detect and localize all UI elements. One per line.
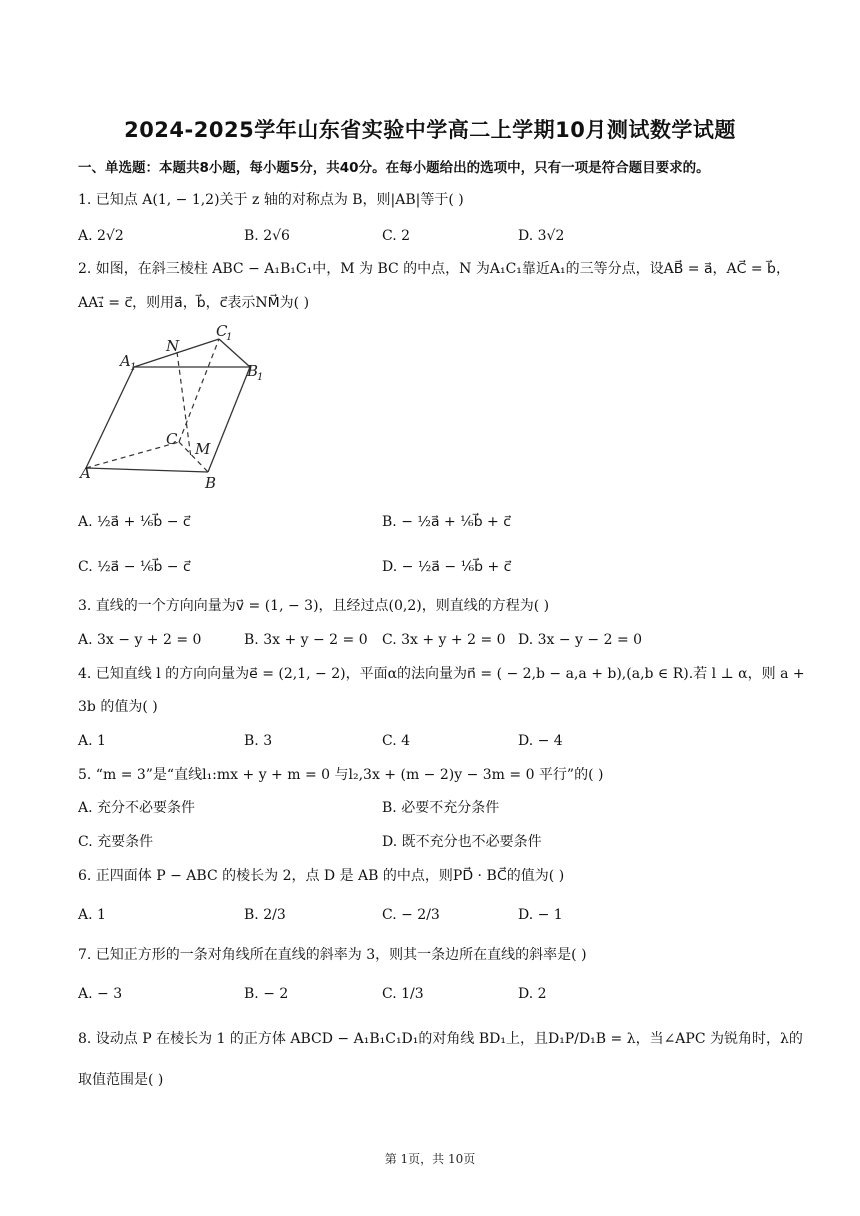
q3-option-b[interactable]: B. 3x + y − 2 = 0 [244,632,368,648]
question-4-stem-line1: 4. 已知直线 l 的方向向量为e⃗ = (2,1, − 2)，平面α的法向量为n⃗ = ( − 2,b − a,a + b),(a,b ∈ R).若 l ⊥ α，则 a + [78,666,805,682]
q1-option-a[interactable]: A. 2√2 [78,228,124,244]
q6-option-c[interactable]: C. − 2/3 [382,907,440,923]
label-c1-sub: 1 [226,332,233,343]
q3-option-a[interactable]: A. 3x − y + 2 = 0 [78,632,202,648]
question-6-stem: 6. 正四面体 P − ABC 的棱长为 2，点 D 是 AB 的中点，则PD⃗ · BC⃗的值为( ) [78,868,565,884]
q5-option-a[interactable]: A. 充分不必要条件 [78,800,196,816]
label-a: A [80,464,91,482]
question-3-stem: 3. 直线的一个方向向量为v⃗ = (1, − 3)，且经过点(0,2)，则直线的方程为( ) [78,598,550,614]
q7-option-d[interactable]: D. 2 [518,986,547,1002]
label-c1: C [216,322,228,340]
q1-option-d[interactable]: D. 3√2 [518,228,565,244]
q1-option-b[interactable]: B. 2√6 [244,228,290,244]
q3-option-c[interactable]: C. 3x + y + 2 = 0 [382,632,506,648]
question-8-stem-line1: 8. 设动点 P 在棱长为 1 的正方体 ABCD − A₁B₁C₁D₁的对角线 BD₁上，且D₁P/D₁B = λ，当∠APC 为锐角时，λ的 [78,1031,803,1047]
q4-option-a[interactable]: A. 1 [78,733,106,749]
q7-option-a[interactable]: A. − 3 [78,986,123,1002]
question-2-stem-line2: AA₁⃗ = c⃗，则用a⃗，b⃗，c⃗表示NM⃗为( ) [78,295,310,311]
q4-option-d[interactable]: D. − 4 [518,733,563,749]
q5-option-b[interactable]: B. 必要不充分条件 [382,800,500,816]
label-a1: A [120,352,131,370]
label-m: M [195,440,211,458]
question-8-stem-line2: 取值范围是( ) [78,1072,164,1088]
question-2-stem-line1: 2. 如图，在斜三棱柱 ABC − A₁B₁C₁中，M 为 BC 的中点，N 为A₁C₁靠近A₁的三等分点，设AB⃗ = a⃗，AC⃗ = b⃗， [78,261,790,277]
question-4-stem-line2: 3b 的值为( ) [78,699,158,715]
label-a1-sub: 1 [130,362,137,373]
label-b: B [205,474,217,492]
question-7-stem: 7. 已知正方形的一条对角线所在直线的斜率为 3，则其一条边所在直线的斜率是( ) [78,947,587,963]
label-b1: B [247,362,259,380]
q7-option-c[interactable]: C. 1/3 [382,986,424,1002]
question-1-stem: 1. 已知点 A(1, − 1,2)关于 z 轴的对称点为 B，则|AB|等于( ) [78,192,464,208]
label-c: C [166,430,178,448]
prism-figure [78,318,278,493]
label-b1-sub: 1 [257,372,264,383]
question-5-stem: 5. “m = 3”是“直线l₁:mx + y + m = 0 与l₂,3x + (m − 2)y − 3m = 0 平行”的( ) [78,767,604,783]
q2-option-d[interactable]: D. − ½a⃗ − ⅙b⃗ + c⃗ [382,559,512,575]
q6-option-b[interactable]: B. 2/3 [244,907,286,923]
q1-option-c[interactable]: C. 2 [382,228,411,244]
page-footer: 第 1页，共 10页 [384,1152,476,1166]
q5-option-c[interactable]: C. 充要条件 [78,834,154,850]
q4-option-b[interactable]: B. 3 [244,733,273,749]
label-n: N [166,337,180,355]
q3-option-d[interactable]: D. 3x − y − 2 = 0 [518,632,643,648]
section-heading: 一、单选题：本题共8小题，每小题5分，共40分。在每小题给出的选项中，只有一项是符合题目要求的。 [78,160,710,176]
q4-option-c[interactable]: C. 4 [382,733,411,749]
q2-option-b[interactable]: B. − ½a⃗ + ⅙b⃗ + c⃗ [382,514,511,530]
q2-option-c[interactable]: C. ½a⃗ − ⅙b⃗ − c⃗ [78,559,191,575]
q7-option-b[interactable]: B. − 2 [244,986,289,1002]
page-title: 2024-2025学年山东省实验中学高二上学期10月测试数学试题 [124,118,736,142]
q6-option-a[interactable]: A. 1 [78,907,106,923]
q6-option-d[interactable]: D. − 1 [518,907,563,923]
q5-option-d[interactable]: D. 既不充分也不必要条件 [382,834,542,850]
q2-option-a[interactable]: A. ½a⃗ + ⅙b⃗ − c⃗ [78,514,191,530]
